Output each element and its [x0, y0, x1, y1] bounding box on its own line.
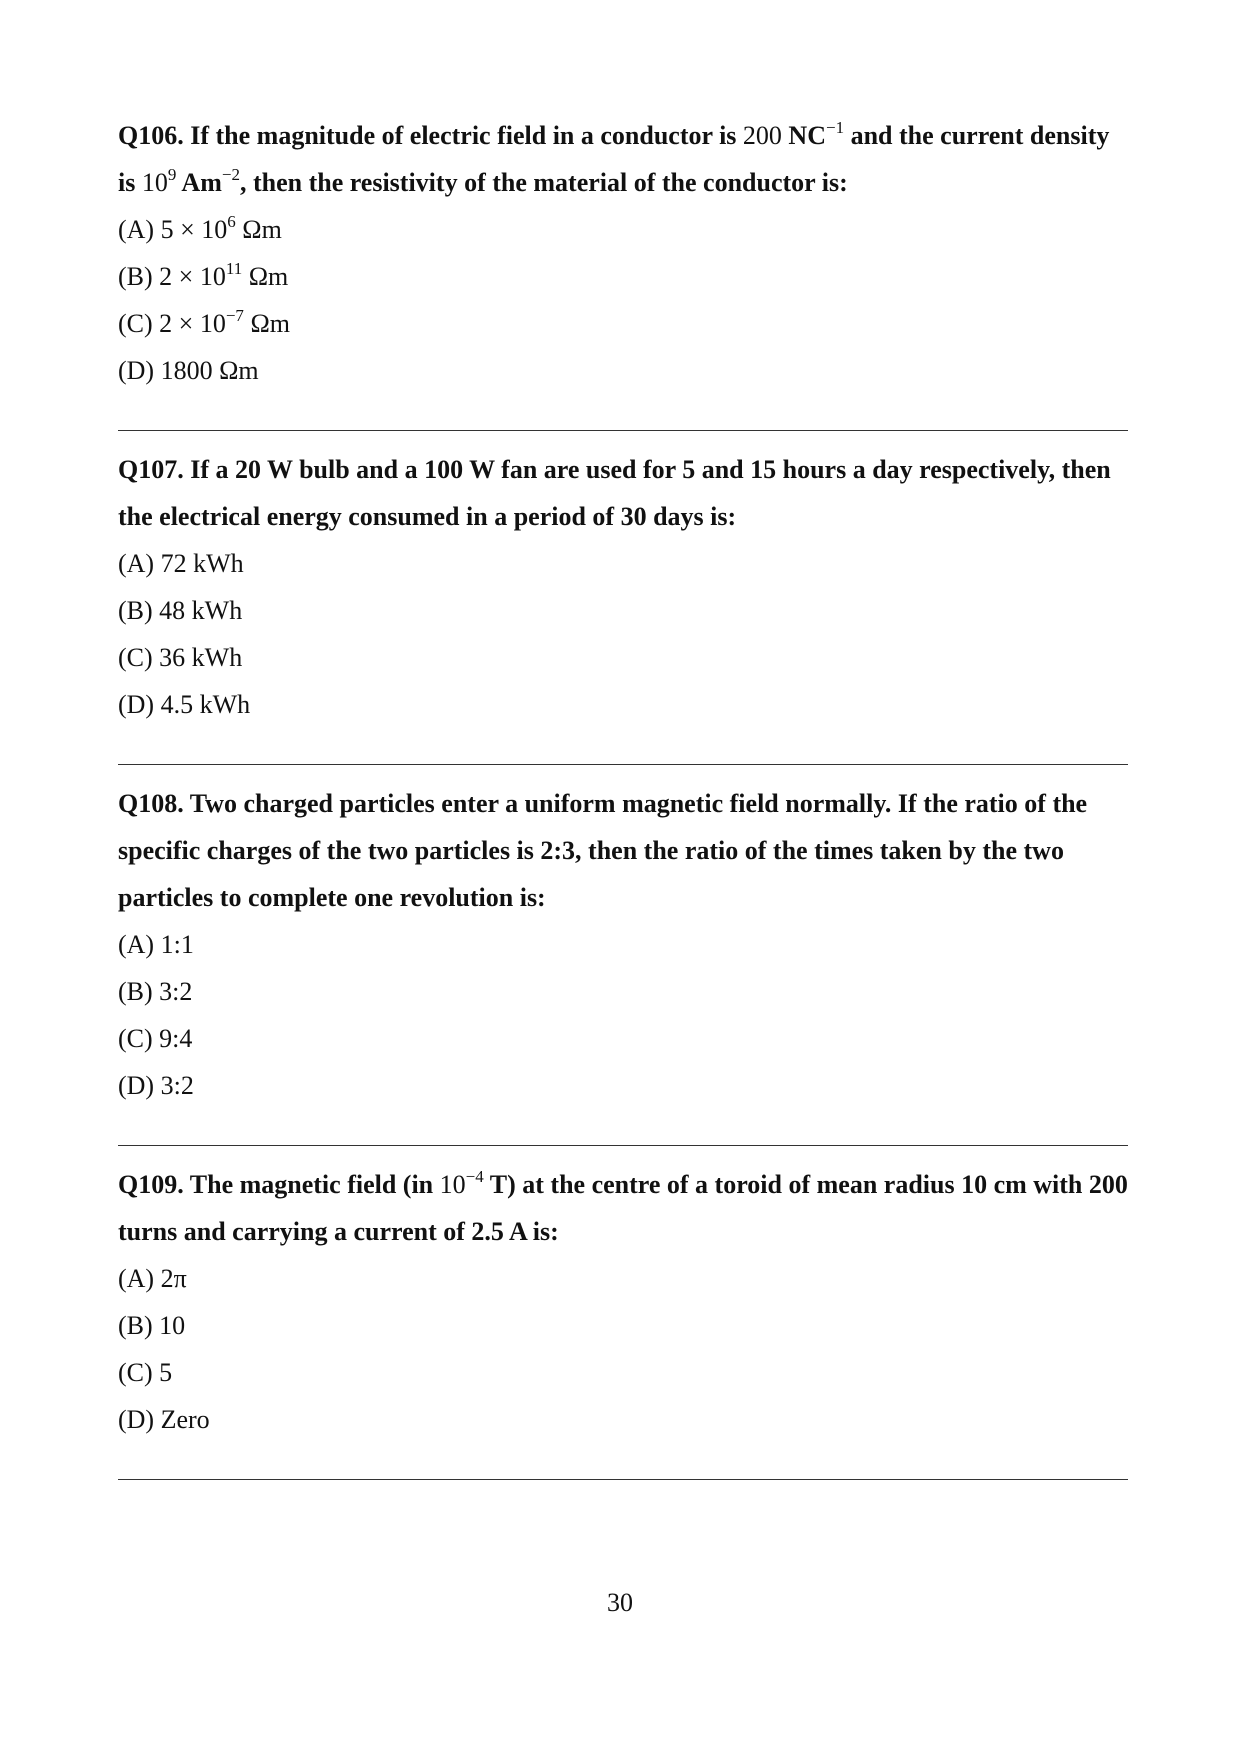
- option-d: (D) 3:2: [118, 1071, 194, 1100]
- question-text: Q106. If the magnitude of electric field in a conductor is 200 $NC^{-1}$ and the current density is $10^9$ $Am^{-2}$, then the resistivity of the material of the conductor is:: [118, 118, 1110, 197]
- question-number: Q109.: [118, 1170, 184, 1199]
- divider: [118, 1479, 1128, 1480]
- question-107: [118, 446, 1128, 728]
- option-b: (B) $2 \times 10^{11}$ Ωm: [118, 259, 289, 291]
- question-text: Q109. The magnetic field (in $10^{-4}$ T) at the centre of a toroid of mean radius 10 cm with 200 turns and carrying a current of 2.5 A is:: [118, 1167, 1128, 1246]
- question-text: Q107. If a 20 W bulb and a 100 W fan are used for 5 and 15 hours a day respectively, then the electrical energy consumed in a period of 30 days is:: [118, 455, 1111, 531]
- option-b: (B) 48 kWh: [118, 596, 243, 625]
- question-number: Q106.: [118, 121, 184, 150]
- option-d: (D) 1800 Ωm: [118, 356, 259, 385]
- question-109: [118, 1161, 1128, 1443]
- question-number: Q107.: [118, 455, 184, 484]
- option-c: (C) 36 kWh: [118, 643, 243, 672]
- question-number: Q108.: [118, 789, 184, 818]
- option-b: (B) 10: [118, 1311, 186, 1340]
- option-a: (A) 2π: [118, 1264, 187, 1293]
- option-d: (D) Zero: [118, 1405, 210, 1434]
- option-d: (D) 4.5 kWh: [118, 690, 251, 719]
- question-text: Q108. Two charged particles enter a uniform magnetic field normally. If the ratio of the specific charges of the two particles is 2:3, then the ratio of the times taken by the two particles to complete one revolution is:: [118, 789, 1088, 912]
- divider: [118, 764, 1128, 765]
- page-number: 30: [607, 1588, 633, 1617]
- option-b: (B) 3:2: [118, 977, 193, 1006]
- question-page: [118, 112, 1128, 1480]
- option-c: (C) 5: [118, 1358, 173, 1387]
- option-a: (A) $5 \times 10^6$ Ωm: [118, 212, 282, 244]
- divider: [118, 430, 1128, 431]
- option-a: (A) 72 kWh: [118, 549, 244, 578]
- divider: [118, 1145, 1128, 1146]
- question-106: [118, 112, 1128, 394]
- question-108: [118, 780, 1128, 1109]
- option-a: (A) 1:1: [118, 930, 194, 959]
- option-c: (C) 9:4: [118, 1024, 193, 1053]
- option-c: (C) $2 \times 10^{-7}$ Ωm: [118, 306, 290, 338]
